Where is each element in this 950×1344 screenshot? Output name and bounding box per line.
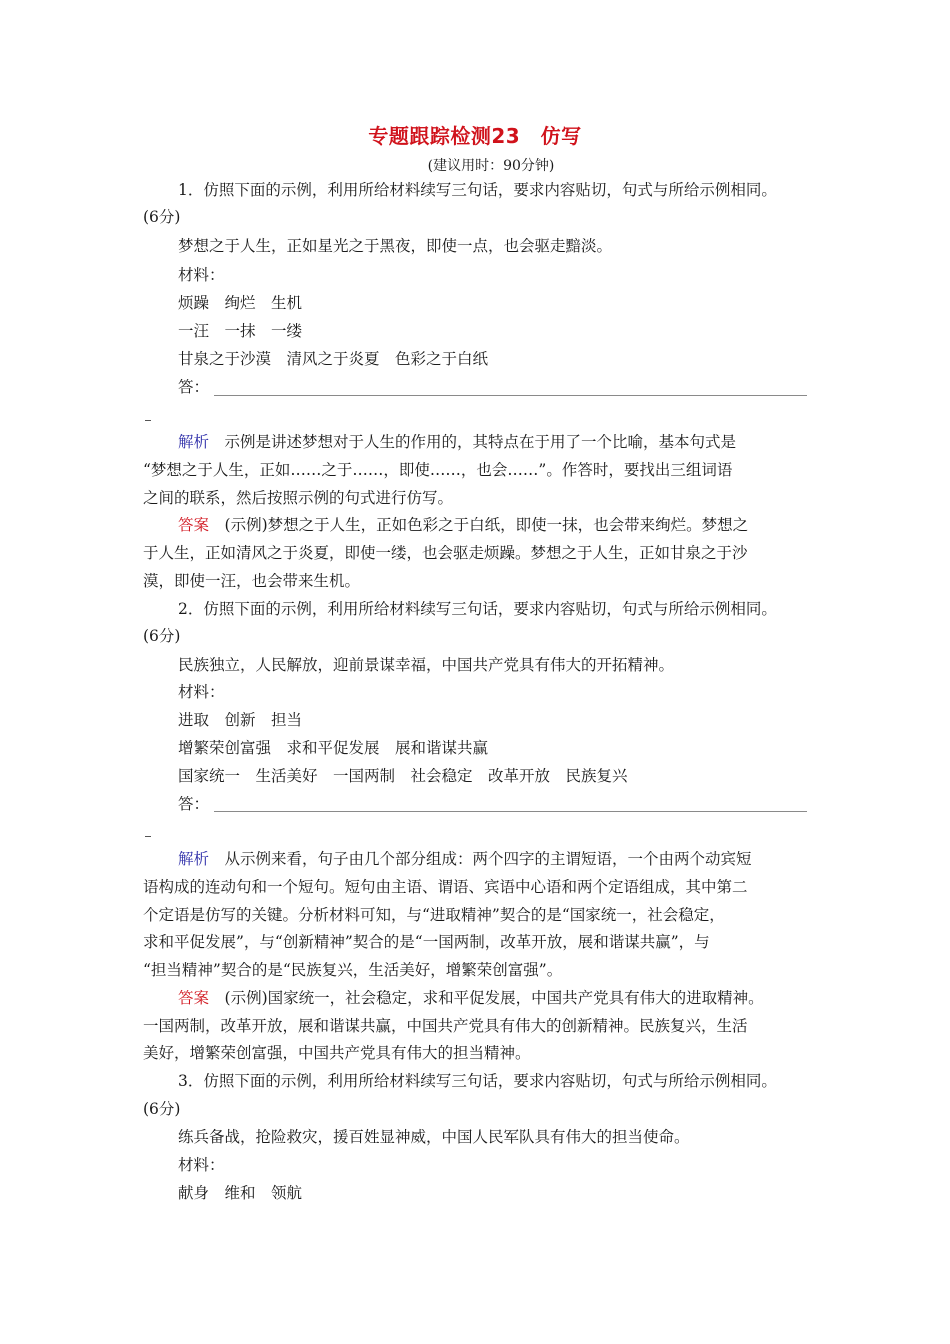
q2-answer-text: 一国两制，改革开放，展和谐谋共赢，中国共产党具有伟大的创新精神。民族复兴，生活: [143, 1017, 748, 1035]
q2-analysis-text: 求和平促发展”，与“创新精神”契合的是“一国两制，改革开放，展和谐谋共赢”，与: [143, 933, 710, 951]
q1-answer: [178, 515, 748, 535]
q2-answer: [178, 988, 764, 1008]
q1-answer-prompt: 答：: [178, 378, 210, 396]
q2-material-line: 增繁荣创富强 求和平促发展 展和谐谋共赢: [178, 739, 489, 757]
q1-answer-blank[interactable]: [214, 395, 807, 396]
q1-answer-text: 于人生，正如清风之于炎夏，即使一缕，也会驱走烦躁。梦想之于人生，正如甘泉之于沙: [143, 544, 748, 562]
q1-stem: 1．仿照下面的示例，利用所给材料续写三句话，要求内容贴切，句式与所给示例相同。: [178, 181, 777, 199]
suggested-time: (建议用时：90分钟): [427, 158, 555, 174]
q3-score: (6分): [143, 1100, 181, 1118]
q2-material-line: 国家统一 生活美好 一国两制 社会稳定 改革开放 民族复兴: [178, 767, 628, 785]
q2-answer-text: (示例)国家统一，社会稳定，求和平促发展，中国共产党具有伟大的进取精神。: [209, 989, 764, 1007]
q2-stem: 2．仿照下面的示例，利用所给材料续写三句话，要求内容贴切，句式与所给示例相同。: [178, 600, 777, 618]
q3-material-line: 献身 维和 领航: [178, 1184, 303, 1202]
q2-analysis-text: “担当精神”契合的是“民族复兴，生活美好，增繁荣创富强”。: [143, 961, 563, 979]
q2-answer-blank-tail: [145, 836, 151, 837]
q1-analysis-text: 之间的联系，然后按照示例的句式进行仿写。: [143, 489, 454, 507]
q2-answer-text: 美好，增繁荣创富强，中国共产党具有伟大的担当精神。: [143, 1044, 531, 1062]
q1-answer-text: 漠，即使一汪，也会带来生机。: [143, 572, 361, 590]
q2-analysis-text: 从示例来看，句子由几个部分组成：两个四字的主谓短语，一个由两个动宾短: [209, 850, 752, 868]
answer-label: 答案: [178, 516, 210, 534]
q3-stem: 3．仿照下面的示例，利用所给材料续写三句话，要求内容贴切，句式与所给示例相同。: [178, 1072, 777, 1090]
q1-answer-blank-tail: [145, 420, 151, 421]
q2-analysis-text: 语构成的连动句和一个短句。短句由主语、谓语、宾语中心语和两个定语组成，其中第二: [143, 878, 748, 896]
answer-label: 答案: [178, 989, 210, 1007]
q2-answer-blank[interactable]: [214, 811, 807, 812]
q1-material-line: 一汪 一抹 一缕: [178, 322, 303, 340]
q1-analysis-text: 示例是讲述梦想对于人生的作用的，其特点在于用了一个比喻，基本句式是: [209, 433, 737, 451]
q2-analysis-text: 个定语是仿写的关键。分析材料可知，与“进取精神”契合的是“国家统一，社会稳定，: [143, 906, 725, 924]
q3-example: 练兵备战，抢险救灾，援百姓显神威，中国人民军队具有伟大的担当使命。: [178, 1128, 690, 1146]
analysis-label: 解析: [178, 433, 210, 451]
q1-answer-text: (示例)梦想之于人生，正如色彩之于白纸，即使一抹，也会带来绚烂。梦想之: [209, 516, 749, 534]
q1-score: (6分): [143, 208, 181, 226]
q1-material-line: 甘泉之于沙漠 清风之于炎夏 色彩之于白纸: [178, 350, 489, 368]
q1-analysis-text: “梦想之于人生，正如……之于……，即使……，也会……”。作答时，要找出三组词语: [143, 461, 733, 479]
q1-material-line: 烦躁 绚烂 生机: [178, 294, 303, 312]
q2-example: 民族独立，人民解放，迎前景谋幸福，中国共产党具有伟大的开拓精神。: [178, 656, 675, 674]
q3-material-label: 材料：: [178, 1156, 225, 1174]
q1-material-label: 材料：: [178, 266, 225, 284]
q2-score: (6分): [143, 627, 181, 645]
analysis-label: 解析: [178, 850, 210, 868]
q1-example: 梦想之于人生，正如星光之于黑夜，即使一点，也会驱走黯淡。: [178, 237, 613, 255]
q1-analysis: [178, 432, 736, 452]
q2-material-line: 进取 创新 担当: [178, 711, 303, 729]
q2-material-label: 材料：: [178, 683, 225, 701]
q2-answer-prompt: 答：: [178, 795, 210, 813]
page-title: 专题跟踪检测23 仿写: [368, 124, 582, 148]
q2-analysis: [178, 849, 752, 869]
